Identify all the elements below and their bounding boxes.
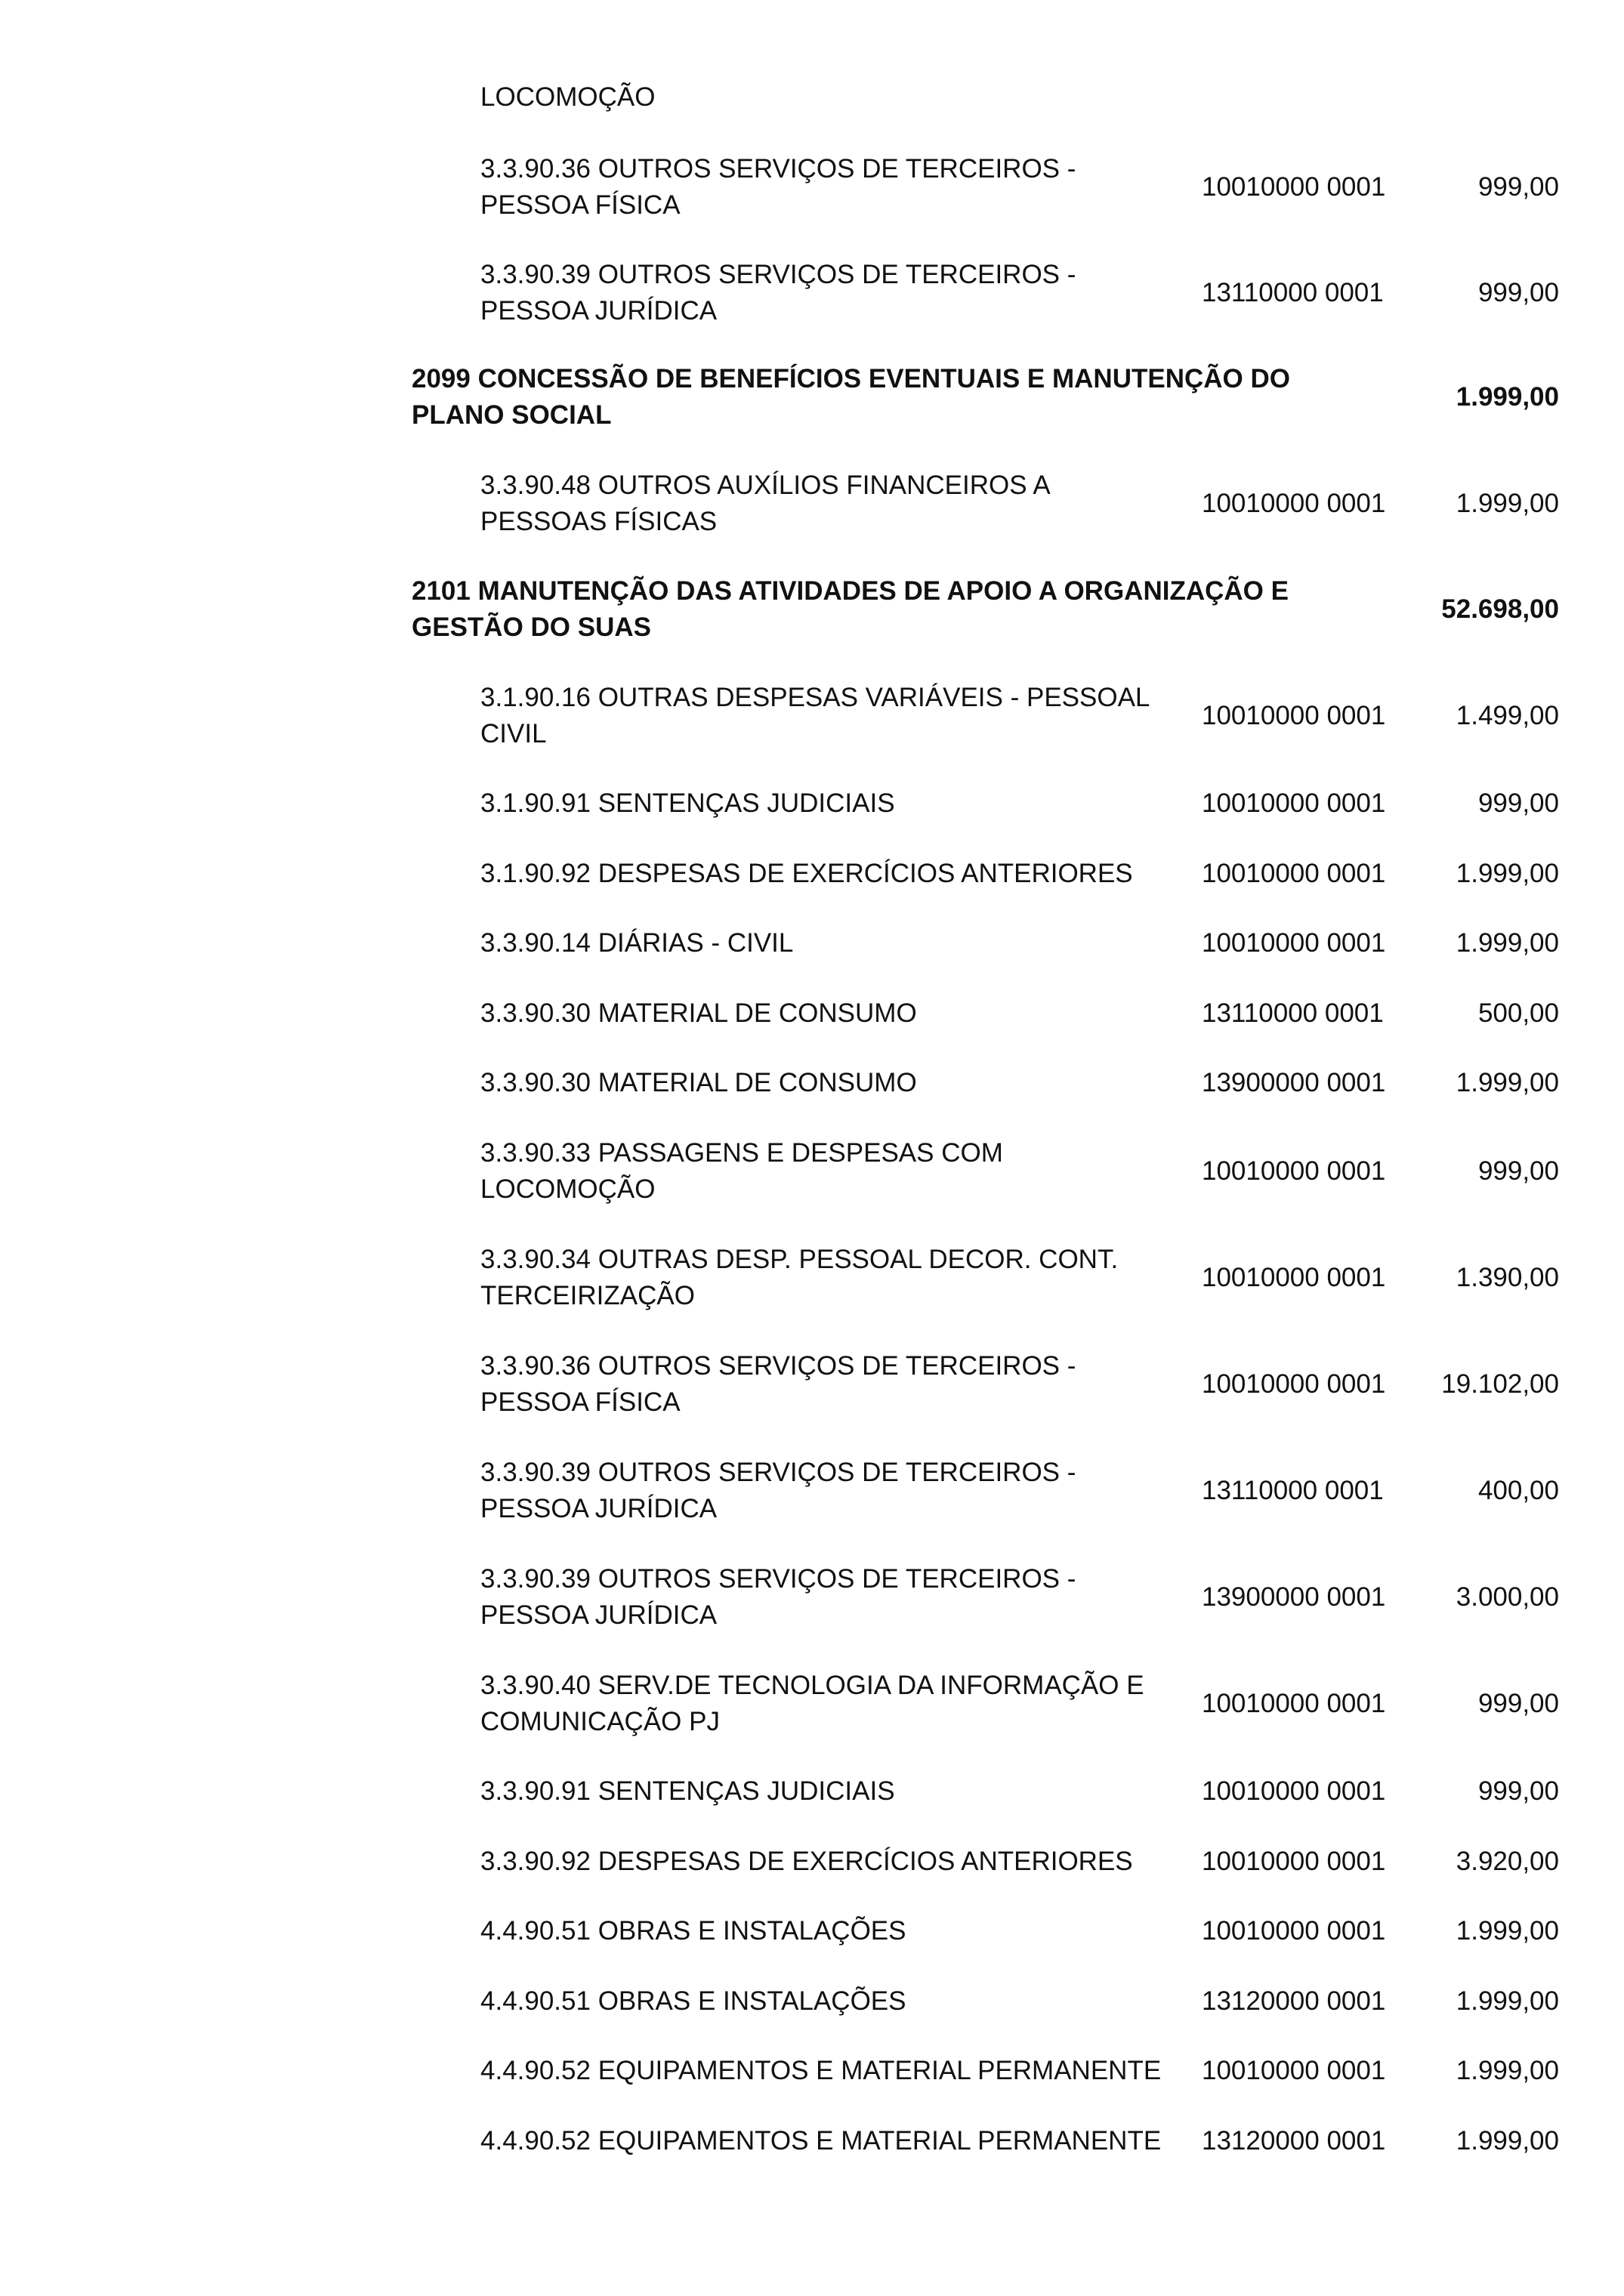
description-line: COMUNICAÇÃO PJ — [480, 1707, 720, 1736]
expense-item-row — [480, 1135, 1559, 1208]
expense-value: 1.999,00 — [1456, 2126, 1559, 2156]
funding-source: 10010000 0001 — [1202, 701, 1386, 730]
funding-source: 13900000 0001 — [1202, 1582, 1386, 1612]
expense-value: 1.999,00 — [1456, 1916, 1559, 1946]
expense-description — [480, 680, 1202, 752]
description-line: 3.1.90.16 OUTRAS DESPESAS VARIÁVEIS - PESSOAL — [480, 683, 1150, 712]
expense-description — [480, 1348, 1202, 1421]
description-line: 3.3.90.34 OUTRAS DESP. PESSOAL DECOR. CONT. — [480, 1245, 1119, 1274]
expense-item-row — [480, 1668, 1559, 1740]
expense-item-row — [480, 2053, 1559, 2089]
expense-description: 3.3.90.30 MATERIAL DE CONSUMO — [480, 998, 917, 1028]
expense-value: 19.102,00 — [1441, 1369, 1559, 1399]
description-line: 3.3.90.39 OUTROS SERVIÇOS DE TERCEIROS - — [480, 1564, 1076, 1594]
description-line: 3.3.90.48 OUTROS AUXÍLIOS FINANCEIROS A — [480, 471, 1051, 500]
funding-source: 13110000 0001 — [1202, 1476, 1384, 1505]
expense-value: 3.000,00 — [1456, 1582, 1559, 1612]
expense-value: 3.920,00 — [1456, 1847, 1559, 1876]
description-line: PESSOA JURÍDICA — [480, 1494, 718, 1523]
expense-value: 999,00 — [1477, 788, 1559, 818]
action-title — [412, 573, 1356, 646]
expense-value: 999,00 — [1477, 1776, 1559, 1806]
description-line: CIVIL — [480, 719, 547, 748]
expense-item-row — [480, 925, 1559, 961]
description-line: 3.3.90.33 PASSAGENS E DESPESAS COM — [480, 1138, 1003, 1168]
description-line: 3.3.90.39 OUTROS SERVIÇOS DE TERCEIROS - — [480, 260, 1076, 289]
funding-source: 13110000 0001 — [1202, 998, 1384, 1028]
expense-value: 500,00 — [1477, 998, 1559, 1028]
funding-source: 10010000 0001 — [1202, 788, 1386, 818]
expense-value: 999,00 — [1477, 172, 1559, 202]
funding-source: 10010000 0001 — [1202, 1689, 1386, 1718]
action-total: 52.698,00 — [1441, 594, 1559, 624]
description-line: 3.3.90.36 OUTROS SERVIÇOS DE TERCEIROS - — [480, 1351, 1076, 1381]
description-line: PESSOA FÍSICA — [480, 190, 681, 220]
expense-description: 3.1.90.91 SENTENÇAS JUDICIAIS — [480, 788, 895, 818]
funding-source: 13120000 0001 — [1202, 1986, 1386, 2016]
expense-item-row — [480, 1913, 1559, 1949]
funding-source: 10010000 0001 — [1202, 1156, 1386, 1186]
expense-value: 999,00 — [1477, 278, 1559, 307]
expense-description — [480, 1135, 1202, 1208]
description-line: TERCEIRIZAÇÃO — [480, 1281, 695, 1310]
expense-item-row — [480, 1561, 1559, 1634]
action-title-line: PLANO SOCIAL — [412, 400, 612, 430]
action-title — [412, 361, 1356, 434]
expense-description — [480, 1668, 1202, 1740]
expense-item-row — [480, 2123, 1559, 2159]
expense-description: 4.4.90.52 EQUIPAMENTOS E MATERIAL PERMANENTE — [480, 2056, 1162, 2085]
expense-description — [480, 1455, 1202, 1527]
funding-source: 10010000 0001 — [1202, 2056, 1386, 2085]
funding-source: 13110000 0001 — [1202, 278, 1384, 307]
expense-description: 4.4.90.51 OBRAS E INSTALAÇÕES — [480, 1986, 906, 2016]
expense-description — [480, 151, 1202, 224]
expense-value: 1.390,00 — [1456, 1263, 1559, 1292]
expense-value: 1.999,00 — [1456, 1986, 1559, 2016]
expense-item-row — [480, 1455, 1559, 1527]
expense-description: 4.4.90.51 OBRAS E INSTALAÇÕES — [480, 1916, 906, 1946]
expense-item-row — [480, 856, 1559, 892]
funding-source: 13900000 0001 — [1202, 1068, 1386, 1097]
expense-description: 3.3.90.30 MATERIAL DE CONSUMO — [480, 1068, 917, 1097]
expense-item-row — [480, 257, 1559, 329]
description-line: PESSOA FÍSICA — [480, 1387, 681, 1417]
funding-source: 10010000 0001 — [1202, 1776, 1386, 1806]
funding-source: 10010000 0001 — [1202, 489, 1386, 518]
description-line: 3.3.90.40 SERV.DE TECNOLOGIA DA INFORMAÇÃO E — [480, 1671, 1144, 1700]
expense-item-row — [480, 785, 1559, 822]
funding-source: 10010000 0001 — [1202, 1369, 1386, 1399]
expense-description: 3.3.90.14 DIÁRIAS - CIVIL — [480, 928, 794, 958]
expense-value: 999,00 — [1477, 1689, 1559, 1718]
description-line: PESSOA JURÍDICA — [480, 1600, 718, 1630]
action-total: 1.999,00 — [1456, 382, 1559, 412]
expense-description: 4.4.90.52 EQUIPAMENTOS E MATERIAL PERMANENTE — [480, 2126, 1162, 2156]
continuation-text: LOCOMOÇÃO — [480, 82, 656, 112]
expense-item-row — [480, 1983, 1559, 2020]
funding-source: 10010000 0001 — [1202, 1847, 1386, 1876]
continuation-line — [480, 79, 1559, 116]
expense-item-row — [480, 1065, 1559, 1101]
description-line: 3.3.90.36 OUTROS SERVIÇOS DE TERCEIROS - — [480, 154, 1076, 184]
expense-value: 1.999,00 — [1456, 2056, 1559, 2085]
expense-item-row — [480, 680, 1559, 752]
action-heading-row — [412, 573, 1559, 646]
expense-item-row — [480, 1242, 1559, 1314]
funding-source: 10010000 0001 — [1202, 1916, 1386, 1946]
funding-source: 13120000 0001 — [1202, 2126, 1386, 2156]
funding-source: 10010000 0001 — [1202, 1263, 1386, 1292]
expense-value: 1.999,00 — [1456, 1068, 1559, 1097]
description-line: 3.3.90.39 OUTROS SERVIÇOS DE TERCEIROS - — [480, 1458, 1076, 1487]
expense-value: 999,00 — [1477, 1156, 1559, 1186]
action-title-line: GESTÃO DO SUAS — [412, 613, 651, 642]
expense-description: 3.3.90.91 SENTENÇAS JUDICIAIS — [480, 1776, 895, 1806]
expense-item-row — [480, 995, 1559, 1032]
action-title-line: 2101 MANUTENÇÃO DAS ATIVIDADES DE APOIO A ORGANIZAÇÃO E — [412, 576, 1289, 606]
expense-item-row — [480, 151, 1559, 224]
description-line: PESSOAS FÍSICAS — [480, 507, 718, 536]
funding-source: 10010000 0001 — [1202, 928, 1386, 958]
expense-value: 1.999,00 — [1456, 489, 1559, 518]
expense-description: 3.1.90.92 DESPESAS DE EXERCÍCIOS ANTERIORES — [480, 859, 1133, 888]
expense-description — [480, 1242, 1202, 1314]
expense-description — [480, 1561, 1202, 1634]
expense-description: 3.3.90.92 DESPESAS DE EXERCÍCIOS ANTERIORES — [480, 1847, 1133, 1876]
expense-value: 1.499,00 — [1456, 701, 1559, 730]
description-line: LOCOMOÇÃO — [480, 1174, 656, 1204]
expense-value: 1.999,00 — [1456, 859, 1559, 888]
expense-description — [480, 468, 1202, 540]
expense-value: 400,00 — [1477, 1476, 1559, 1505]
expense-item-row — [480, 1773, 1559, 1810]
funding-source: 10010000 0001 — [1202, 172, 1386, 202]
funding-source: 10010000 0001 — [1202, 859, 1386, 888]
expense-item-row — [480, 1844, 1559, 1880]
description-line: PESSOA JURÍDICA — [480, 296, 718, 326]
action-heading-row — [412, 361, 1559, 434]
expense-item-row — [480, 1348, 1559, 1421]
expense-value: 1.999,00 — [1456, 928, 1559, 958]
action-title-line: 2099 CONCESSÃO DE BENEFÍCIOS EVENTUAIS E MANUTENÇÃO DO — [412, 364, 1290, 393]
expense-description — [480, 257, 1202, 329]
expense-item-row — [480, 468, 1559, 540]
